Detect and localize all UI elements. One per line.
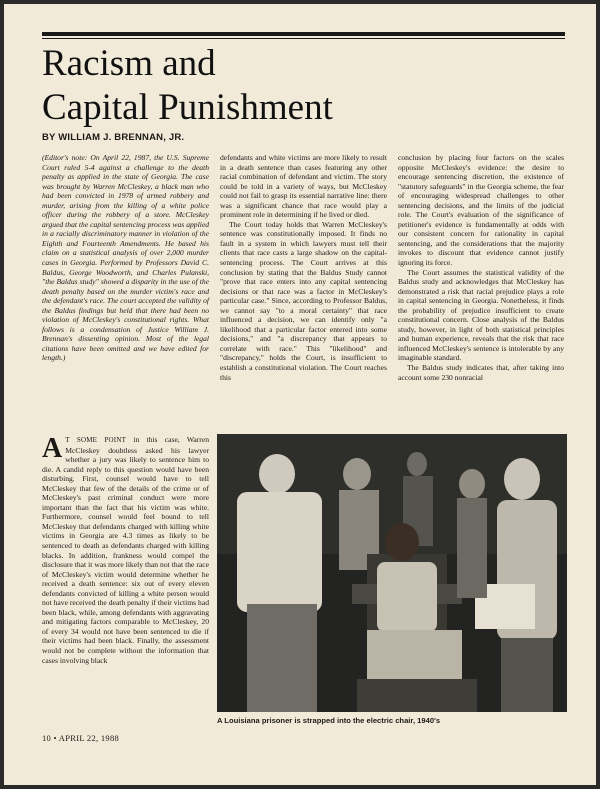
col3-paragraph-3: The Baldus study indicates that, after taking into account some 230 nonracial — [398, 363, 564, 382]
headline-line-2: Capital Punishment — [42, 87, 333, 128]
headline-line-1: Racism and — [42, 43, 216, 84]
opening-paragraph — [42, 435, 209, 665]
lead-in: T SOME POINT — [65, 436, 127, 444]
electric-chair-photo — [217, 434, 567, 712]
article-column-1 — [42, 435, 209, 665]
top-rule-thin — [42, 38, 565, 39]
editor-note: (Editor's note: On April 22, 1987, the U.S. Supreme Court ruled 5-4 against a challenge to the death penalty as applied in the state of Georgia. The case was brought by Warren McCleskey, a black man who had been convicted in 1978 of armed robbery and murder, arising from the killing of a white police officer during the robbery of a store. McCleskey argued that the capital sentencing process was applied in a racially discriminatory manner in violation of the Eighth and Fourteenth Amendments. He based his claim on a statistical analysis of over 2,000 murder cases in Georgia. Performed by Professors David C. Baldus, George Woodworth, and Charles Pulanski, "the Baldus study" showed a disparity in the use of the death penalty based on the murder victim's race and the defendant's race. The court accepted the validity of the Baldus findings but held that there had been no violation of McCleskey's constitutional rights. What follows is a condensation of Justice William J. Brennan's dissenting opinion. Most of the legal citations have been omitted and we have edited for length.) — [42, 153, 209, 363]
byline: BY WILLIAM J. BRENNAN, JR. — [42, 132, 185, 143]
article-column-2 — [220, 153, 387, 382]
col2-paragraph-1: defendants and white victims are more likely to result in a death sentence than cases featuring any other racial combination of defendant and victim. The story could be told in a variety of ways, but McCleskey could not fail to grasp its essential narrative line: there was a significant chance that race would play a prominent role in determining if he lived or died. — [220, 153, 387, 220]
article-headline — [42, 42, 562, 130]
col3-paragraph-1: conclusion by placing four factors on the scales opposite McCleskey's evidence: the desire to encourage sentencing discretion, the existence of "statutory safeguards" in the Georgia scheme, the fear of encouraging widespread challenges to other sentencing decisions, and the limits of the judicial role. The Court's evaluation of the significance of petitioner's evidence is fundamentally at odds with our consistent concern for rationality in capital sentencing, and the considerations that the majority invokes to discount that evidence cannot justify ignoring its force. — [398, 153, 564, 268]
magazine-page — [4, 4, 596, 785]
photo-caption: A Louisiana prisoner is strapped into the electric chair, 1940's — [217, 716, 441, 725]
article-column-3 — [398, 153, 564, 382]
top-rule-thick — [42, 32, 565, 36]
editor-note-column — [42, 153, 209, 363]
photo-illustration — [217, 434, 567, 712]
col3-paragraph-2: The Court assumes the statistical validity of the Baldus study and acknowledges that McCleskey has demonstrated a risk that racial prejudice plays a role in capital sentencing in Georgia. Nonetheless, it finds the probability of prejudice insufficient to create constitutional concern. Close analysis of the Baldus study, however, in light of both statistical principles and human experience, reveals that the risk that race influenced McCleskey's sentence is intolerable by any imaginable standard. — [398, 267, 564, 363]
opening-text: in this case, Warren McCleskey doubtless asked his lawyer whether a jury was likely to sentence him to die. A candid reply to this question would have been disturbing. First, counsel would have to tell McCleskey that few of the details of the crime or of McCleskey's past criminal conduct were more important than the fact that his victim was white. Furthermore, counsel would feel bound to tell McCleskey that defendants charged with killing white victims in Georgia are 4.3 times as likely to be sentenced to death as defendants charged with killing blacks. In addition, frankness would compel the disclosure that it was more likely than not that the race of McCleskey's victim would determine whether he received a death sentence: six out of every eleven defendants convicted of killing a white person would not have received the death penalty if their victims had been black, while, among defendants with aggravating and mitigating factors comparable to McCleskey, 20 of every 34 would not have been sentenced to die if their victims had been black. Finally, the assessment would not be complete without the information that cases involving black — [42, 435, 209, 665]
col2-paragraph-2: The Court today holds that Warren McCleskey's sentence was constitutionally imposed. It finds no fault in a system in which lawyers must tell their clients that race casts a large shadow on the capital-sentencing process. The Court arrives at this conclusion by stating that the Baldus Study cannot "prove that race enters into any capital sentencing decisions or that race was a factor in McCleskey's particular case." Since, according to Professor Baldus, we cannot say "to a moral certainty" that race influenced a decision, we can identify only "a likelihood that a particular factor entered into some decisions," and "a discrepancy that appears to correlate with race." This "likelihood" and "discrepancy," holds the Court, is insufficient to establish a constitutional violation. The Court reaches this — [220, 219, 387, 382]
drop-cap: A — [42, 433, 63, 464]
page-footer: 10 • APRIL 22, 1988 — [42, 733, 120, 743]
